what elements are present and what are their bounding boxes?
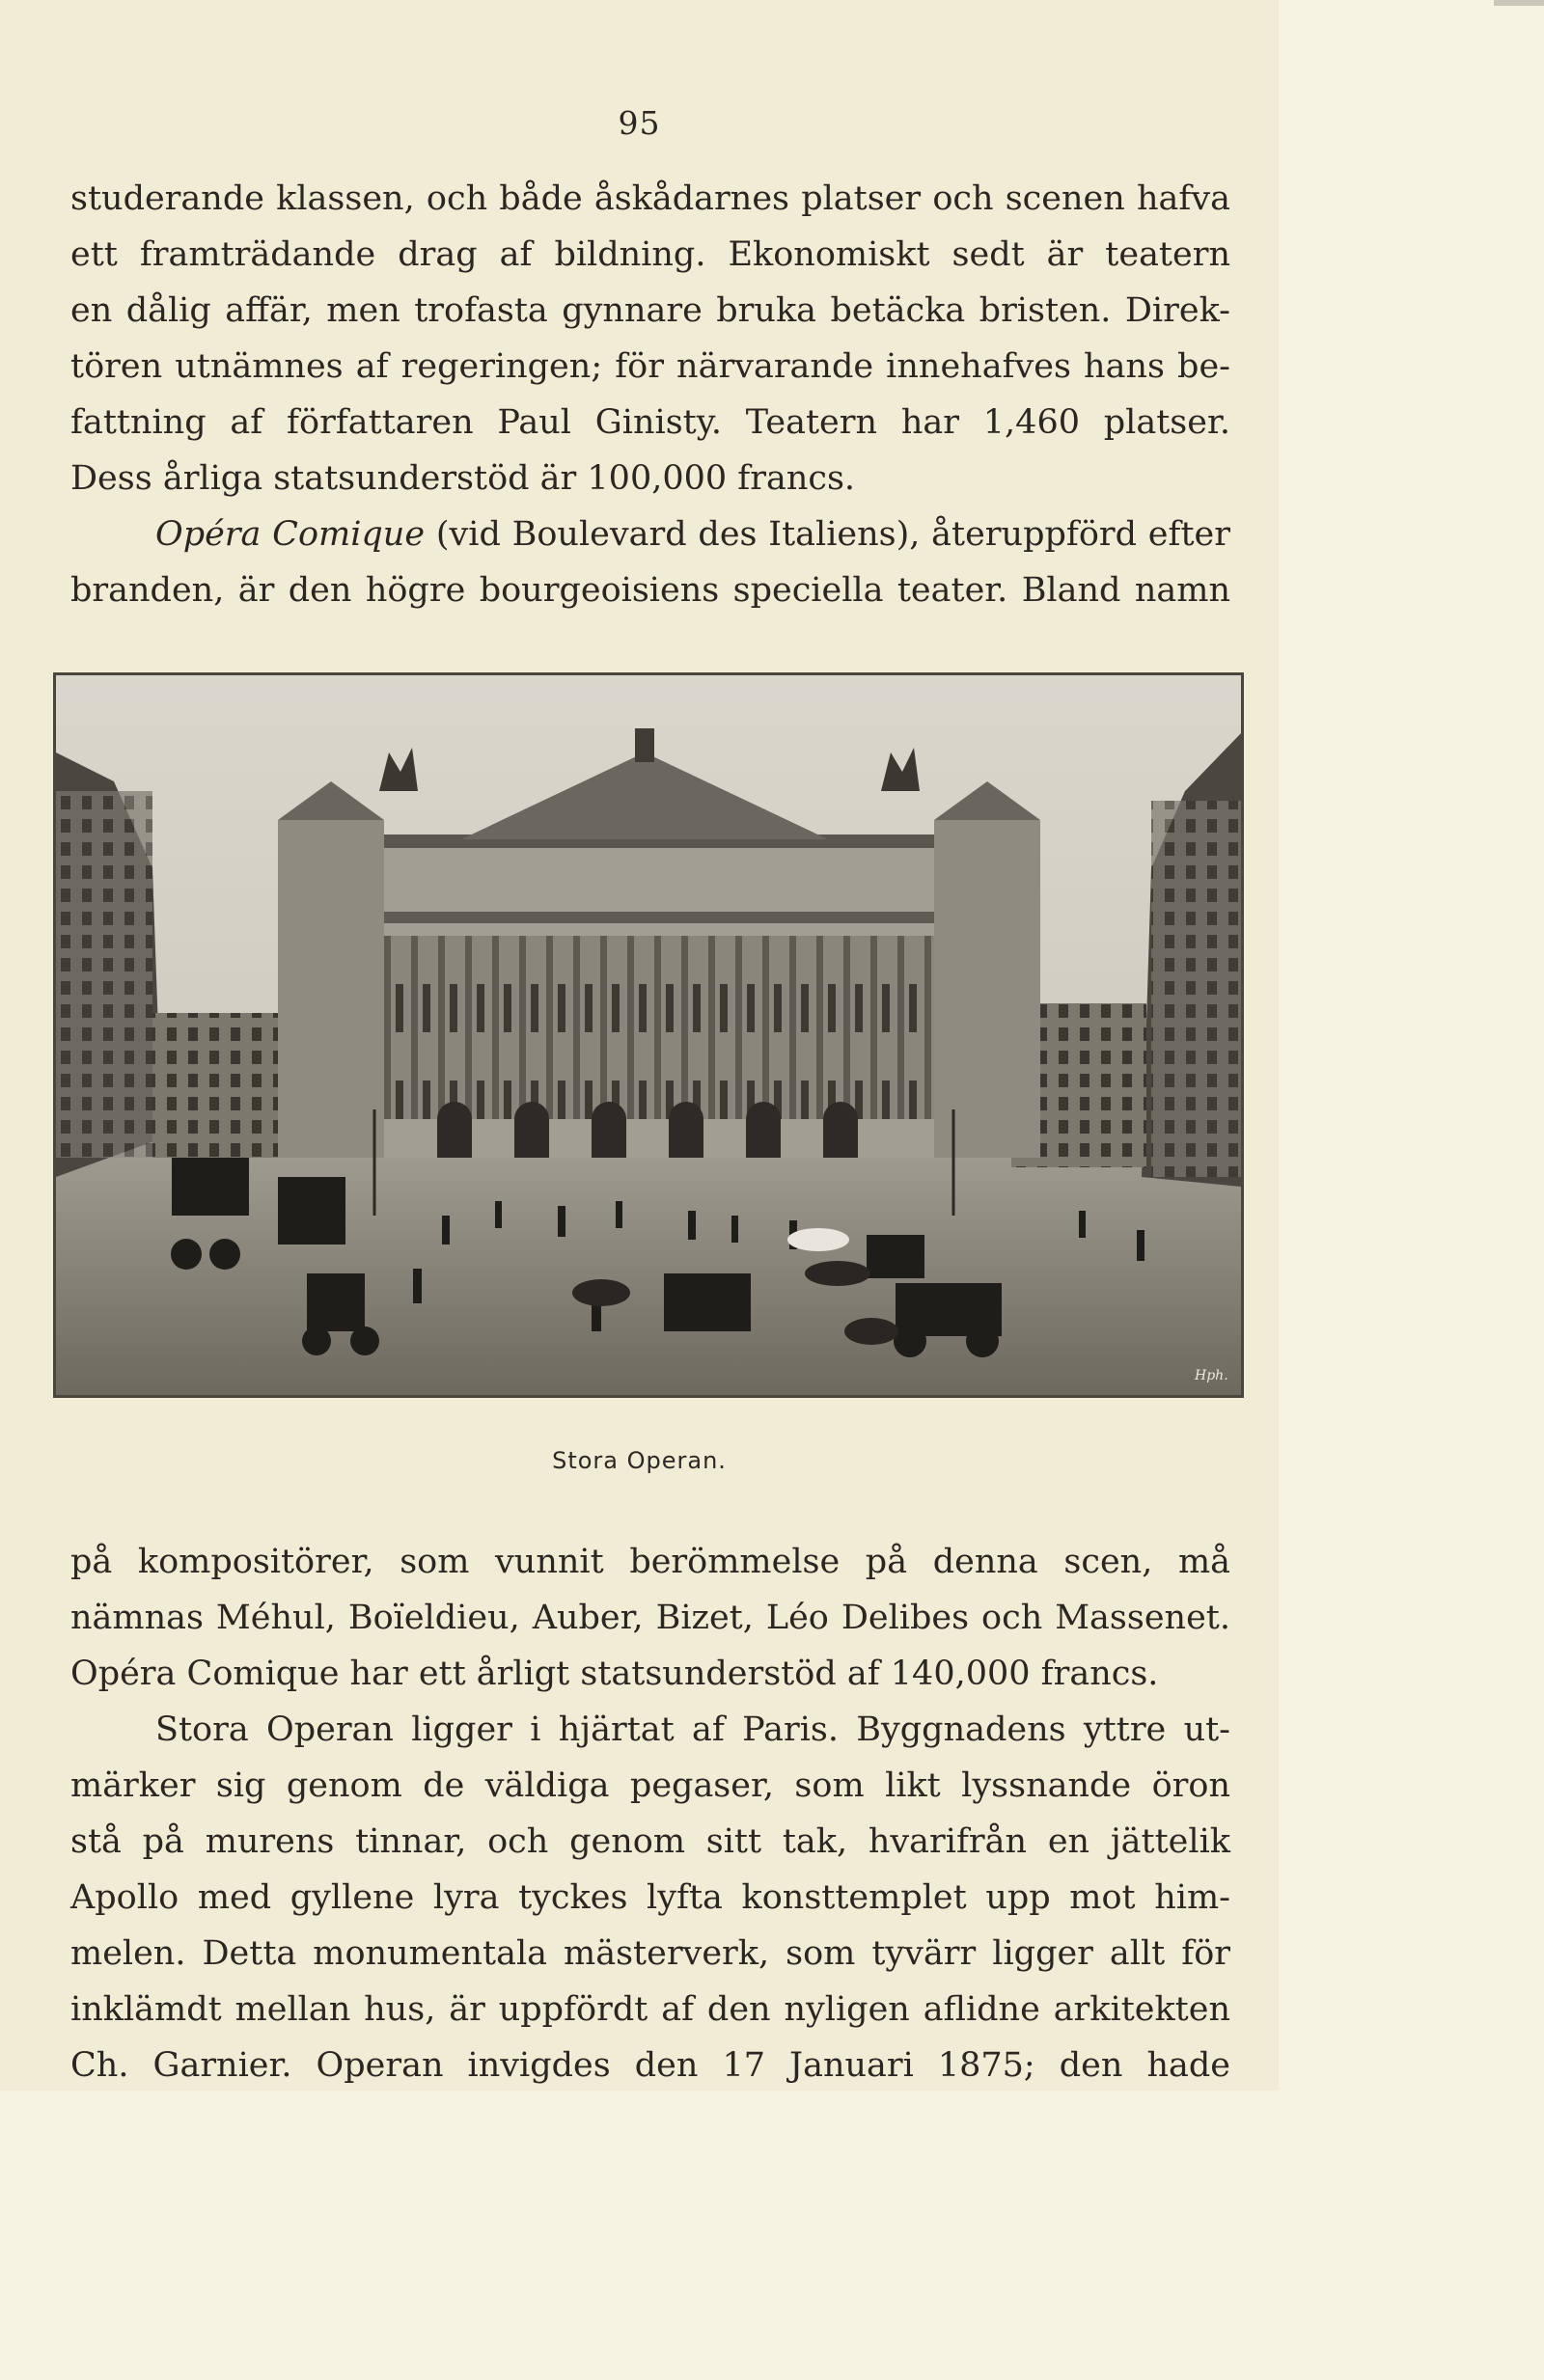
engraver-signature: Hph. (1195, 1368, 1228, 1383)
apollo-statue (635, 728, 654, 762)
left-pavilion (278, 820, 384, 1158)
text-line: Opéra Comique har ett årligt statsunderstöd af 140,000 francs. (70, 1655, 1159, 1693)
text-line: nämnas Méhul, Boïeldieu, Auber, Bizet, Léo Delibes och Massenet. (70, 1599, 1230, 1637)
text-line: ett framträdande drag af bildning. Ekonomiskt sedt är teatern (70, 235, 1230, 274)
opera-illustration (56, 675, 1241, 1395)
opera-photograph (53, 672, 1244, 1398)
paragraph-composers (70, 1534, 1230, 1702)
scan-margin-right (1279, 0, 1544, 2091)
right-pavilion (934, 820, 1040, 1158)
scan-margin-bottom (0, 2091, 1544, 2380)
opera-comique-title: Opéra Comique (155, 515, 426, 554)
text-line: Dess årliga statsunderstöd är 100,000 francs. (70, 459, 856, 498)
text-line: studerande klassen, och både åskådarnes platser och scenen hafva (70, 179, 1230, 218)
text-line: Stora Operan ligger i hjärtat af Paris. Byggnadens yttre ut- (155, 1710, 1230, 1749)
paragraph-stora-operan (70, 1702, 1230, 2093)
left-street-buildings (152, 1013, 278, 1158)
text-line: inklämdt mellan hus, är uppfördt af den nyligen aflidne arkitekten (70, 1990, 1230, 2029)
text-line: fattning af författaren Paul Ginisty. Teatern har 1,460 platser. (70, 403, 1230, 442)
opera-colonnade (336, 936, 982, 1119)
text-line: stå på murens tinnar, och genom sitt tak, hvarifrån en jättelik (70, 1822, 1230, 1861)
white-horse (787, 1228, 849, 1251)
text-fragment: (vid Boulevard des Italiens), återuppförd efter (425, 515, 1230, 554)
scan-corner-mark (1494, 0, 1544, 6)
text-line: Apollo med gyllene lyra tyckes lyfta konsttemplet upp mot him- (70, 1878, 1230, 1917)
text-line: märker sig genom de väldiga pegaser, som likt lyssnande öron (70, 1766, 1230, 1805)
page-number: 95 (618, 104, 661, 142)
paragraph-opera-comique (70, 506, 1230, 618)
paragraph-top (70, 171, 1230, 506)
text-line: tören utnämnes af regeringen; för närvarande innehafves hans be- (70, 347, 1230, 386)
text-line: en dålig affär, men trofasta gynnare bruka betäcka bristen. Direk- (70, 291, 1230, 330)
text-line: Ch. Garnier. Operan invigdes den 17 Januari 1875; den hade (70, 2046, 1230, 2085)
text-line: melen. Detta monumentala mästerverk, som tyvärr ligger allt för (70, 1934, 1230, 1973)
text-line: på kompositörer, som vunnit berömmelse på denna scen, må (70, 1543, 1230, 1581)
figure-caption: Stora Operan. (552, 1447, 727, 1474)
text-line (70, 506, 1230, 562)
text-line: branden, är den högre bourgeoisiens speciella teater. Bland namn (70, 571, 1230, 610)
